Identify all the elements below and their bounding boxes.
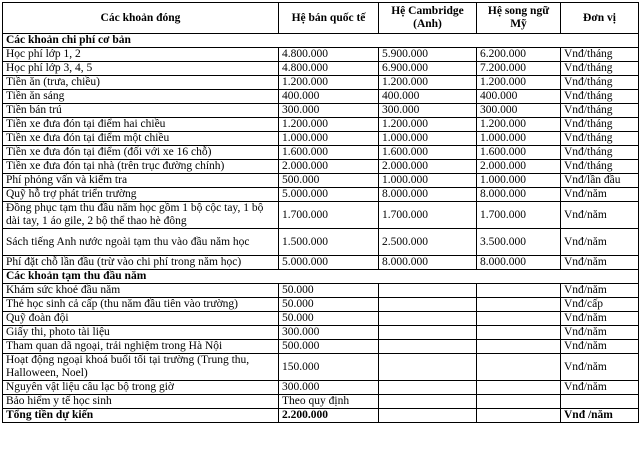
cell-semi-international: 300.000 xyxy=(279,326,379,340)
cell-unit: Vnđ/tháng xyxy=(561,76,639,90)
fee-table xyxy=(2,2,639,423)
cell-cambridge: 400.000 xyxy=(379,90,477,104)
cell-cambridge xyxy=(379,395,477,409)
section-title: Các khoản tạm thu đầu năm xyxy=(3,270,639,284)
cell-item: Giấy thi, photo tài liệu xyxy=(3,326,279,340)
cell-item: Tiền ăn sáng xyxy=(3,90,279,104)
cell-unit: Vnđ/năm xyxy=(561,188,639,202)
cell-item: Quỹ hỗ trợ phát triển trường xyxy=(3,188,279,202)
cell-semi-international: 1.200.000 xyxy=(279,76,379,90)
cell-cambridge: 300.000 xyxy=(379,104,477,118)
cell-cambridge: 2.000.000 xyxy=(379,160,477,174)
cell-item: Quỹ đoàn đội xyxy=(3,312,279,326)
cell-unit: Vnđ/tháng xyxy=(561,48,639,62)
cell-semi-international: 50.000 xyxy=(279,312,379,326)
cell-cambridge: 6.900.000 xyxy=(379,62,477,76)
cell-us-bilingual xyxy=(477,298,561,312)
cell-cambridge: 1.600.000 xyxy=(379,146,477,160)
cell-semi-international: 4.800.000 xyxy=(279,48,379,62)
table-row xyxy=(3,326,639,340)
cell-unit: Vnđ/năm xyxy=(561,326,639,340)
table-row xyxy=(3,104,639,118)
total-unit: Vnđ /năm xyxy=(561,409,639,423)
cell-cambridge xyxy=(379,298,477,312)
cell-us-bilingual xyxy=(477,381,561,395)
cell-us-bilingual: 2.000.000 xyxy=(477,160,561,174)
cell-us-bilingual: 3.500.000 xyxy=(477,229,561,256)
table-row xyxy=(3,284,639,298)
cell-us-bilingual xyxy=(477,284,561,298)
table-row xyxy=(3,340,639,354)
cell-us-bilingual: 1.600.000 xyxy=(477,146,561,160)
cell-item: Phí đặt chỗ lần đầu (trừ vào chi phí trong năm học) xyxy=(3,256,279,270)
cell-item: Tham quan dã ngoại, trải nghiệm trong Hà Nội xyxy=(3,340,279,354)
total-label: Tổng tiền dự kiến xyxy=(3,409,279,423)
header-unit: Đơn vị xyxy=(561,3,639,34)
cell-cambridge: 2.500.000 xyxy=(379,229,477,256)
cell-unit: Vnđ/năm xyxy=(561,256,639,270)
cell-item: Phí phỏng vấn và kiểm tra xyxy=(3,174,279,188)
cell-us-bilingual: 6.200.000 xyxy=(477,48,561,62)
cell-us-bilingual: 1.200.000 xyxy=(477,76,561,90)
cell-unit: Vnđ/năm xyxy=(561,312,639,326)
cell-unit: Vnđ/tháng xyxy=(561,118,639,132)
header-cambridge: Hệ Cambridge (Anh) xyxy=(379,3,477,34)
cell-cambridge xyxy=(379,312,477,326)
table-row xyxy=(3,62,639,76)
cell-cambridge xyxy=(379,284,477,298)
cell-semi-international: 1.700.000 xyxy=(279,202,379,229)
cell-item: Sách tiếng Anh nước ngoài tạm thu vào đầu năm học xyxy=(3,229,279,256)
cell-cambridge: 5.900.000 xyxy=(379,48,477,62)
cell-semi-international: 1.600.000 xyxy=(279,146,379,160)
section-row-basic-costs xyxy=(3,34,639,48)
cell-semi-international: 400.000 xyxy=(279,90,379,104)
cell-item: Tiền ăn (trưa, chiều) xyxy=(3,76,279,90)
cell-cambridge xyxy=(379,409,477,423)
cell-unit: Vnđ/tháng xyxy=(561,62,639,76)
cell-semi-international: 4.800.000 xyxy=(279,62,379,76)
cell-us-bilingual: 1.000.000 xyxy=(477,174,561,188)
cell-item: Bảo hiểm y tế học sinh xyxy=(3,395,279,409)
cell-us-bilingual: 1.000.000 xyxy=(477,132,561,146)
table-row xyxy=(3,160,639,174)
cell-us-bilingual xyxy=(477,340,561,354)
cell-us-bilingual: 7.200.000 xyxy=(477,62,561,76)
cell-us-bilingual: 8.000.000 xyxy=(477,188,561,202)
cell-unit: Vnđ/tháng xyxy=(561,146,639,160)
total-row xyxy=(3,409,639,423)
table-row xyxy=(3,90,639,104)
cell-cambridge: 1.200.000 xyxy=(379,118,477,132)
cell-us-bilingual: 8.000.000 xyxy=(477,256,561,270)
cell-cambridge: 1.000.000 xyxy=(379,132,477,146)
cell-unit: Vnđ/tháng xyxy=(561,132,639,146)
table-row xyxy=(3,381,639,395)
table-row xyxy=(3,48,639,62)
total-value: 2.200.000 xyxy=(279,409,379,423)
table-row xyxy=(3,174,639,188)
header-item: Các khoản đóng xyxy=(3,3,279,34)
cell-us-bilingual xyxy=(477,312,561,326)
table-row xyxy=(3,118,639,132)
cell-cambridge xyxy=(379,340,477,354)
cell-item: Hoạt động ngoại khoá buổi tối tại trường (Trung thu, Halloween, Noel) xyxy=(3,354,279,381)
cell-us-bilingual xyxy=(477,354,561,381)
cell-item: Thẻ học sinh cả cấp (thu năm đầu tiên vào trường) xyxy=(3,298,279,312)
cell-item: Học phí lớp 3, 4, 5 xyxy=(3,62,279,76)
table-row xyxy=(3,132,639,146)
cell-unit: Vnđ/tháng xyxy=(561,160,639,174)
cell-semi-international: 50.000 xyxy=(279,284,379,298)
cell-unit: Vnđ/năm xyxy=(561,284,639,298)
cell-cambridge: 1.700.000 xyxy=(379,202,477,229)
cell-item: Đồng phục tạm thu đầu năm học gồm 1 bộ cộc tay, 1 bộ dài tay, 1 áo gile, 2 bộ thể thao hè đông xyxy=(3,202,279,229)
cell-item: Tiền xe đưa đón tại điểm hai chiều xyxy=(3,118,279,132)
header-us-bilingual: Hệ song ngữ Mỹ xyxy=(477,3,561,34)
cell-semi-international: 500.000 xyxy=(279,340,379,354)
cell-unit: Vnđ/năm xyxy=(561,340,639,354)
cell-unit xyxy=(561,395,639,409)
cell-item: Khám sức khoẻ đầu năm xyxy=(3,284,279,298)
cell-semi-international: 150.000 xyxy=(279,354,379,381)
cell-semi-international: 1.000.000 xyxy=(279,132,379,146)
cell-item: Tiền xe đưa đón tại điểm (đối với xe 16 chỗ) xyxy=(3,146,279,160)
cell-item: Nguyên vật liệu câu lạc bộ trong giờ xyxy=(3,381,279,395)
cell-cambridge xyxy=(379,354,477,381)
cell-unit: Vnđ/tháng xyxy=(561,104,639,118)
table-row xyxy=(3,229,639,256)
table-row xyxy=(3,298,639,312)
table-row xyxy=(3,395,639,409)
table-body xyxy=(3,34,639,423)
cell-cambridge xyxy=(379,326,477,340)
cell-unit: Vnđ/năm xyxy=(561,202,639,229)
cell-semi-international: 2.000.000 xyxy=(279,160,379,174)
header-row xyxy=(3,3,639,34)
table-row xyxy=(3,312,639,326)
section-row-provisional-fees xyxy=(3,270,639,284)
cell-us-bilingual: 400.000 xyxy=(477,90,561,104)
cell-us-bilingual: 300.000 xyxy=(477,104,561,118)
header-semi-international: Hệ bán quốc tế xyxy=(279,3,379,34)
cell-item: Tiền xe đưa đón tại điểm một chiều xyxy=(3,132,279,146)
cell-item: Học phí lớp 1, 2 xyxy=(3,48,279,62)
cell-semi-international: 1.200.000 xyxy=(279,118,379,132)
cell-item: Tiền bán trú xyxy=(3,104,279,118)
cell-unit: Vnđ/lần đầu xyxy=(561,174,639,188)
section-title: Các khoản chi phí cơ bản xyxy=(3,34,639,48)
cell-cambridge: 8.000.000 xyxy=(379,188,477,202)
cell-unit: Vnđ/năm xyxy=(561,354,639,381)
cell-cambridge xyxy=(379,381,477,395)
cell-semi-international: 50.000 xyxy=(279,298,379,312)
cell-us-bilingual xyxy=(477,395,561,409)
cell-us-bilingual: 1.200.000 xyxy=(477,118,561,132)
cell-semi-international: Theo quy định xyxy=(279,395,379,409)
table-row xyxy=(3,202,639,229)
cell-us-bilingual xyxy=(477,409,561,423)
table-row xyxy=(3,76,639,90)
cell-cambridge: 1.000.000 xyxy=(379,174,477,188)
cell-cambridge: 8.000.000 xyxy=(379,256,477,270)
table-row xyxy=(3,146,639,160)
table-row xyxy=(3,188,639,202)
cell-unit: Vnđ/năm xyxy=(561,229,639,256)
cell-semi-international: 500.000 xyxy=(279,174,379,188)
cell-semi-international: 300.000 xyxy=(279,381,379,395)
cell-unit: Vnđ/năm xyxy=(561,381,639,395)
cell-us-bilingual xyxy=(477,326,561,340)
cell-semi-international: 5.000.000 xyxy=(279,256,379,270)
cell-semi-international: 5.000.000 xyxy=(279,188,379,202)
cell-cambridge: 1.200.000 xyxy=(379,76,477,90)
cell-unit: Vnđ/cấp xyxy=(561,298,639,312)
table-row xyxy=(3,354,639,381)
cell-semi-international: 1.500.000 xyxy=(279,229,379,256)
cell-item: Tiền xe đưa đón tại nhà (trên trục đường chính) xyxy=(3,160,279,174)
cell-unit: Vnđ/tháng xyxy=(561,90,639,104)
cell-semi-international: 300.000 xyxy=(279,104,379,118)
cell-us-bilingual: 1.700.000 xyxy=(477,202,561,229)
table-row xyxy=(3,256,639,270)
